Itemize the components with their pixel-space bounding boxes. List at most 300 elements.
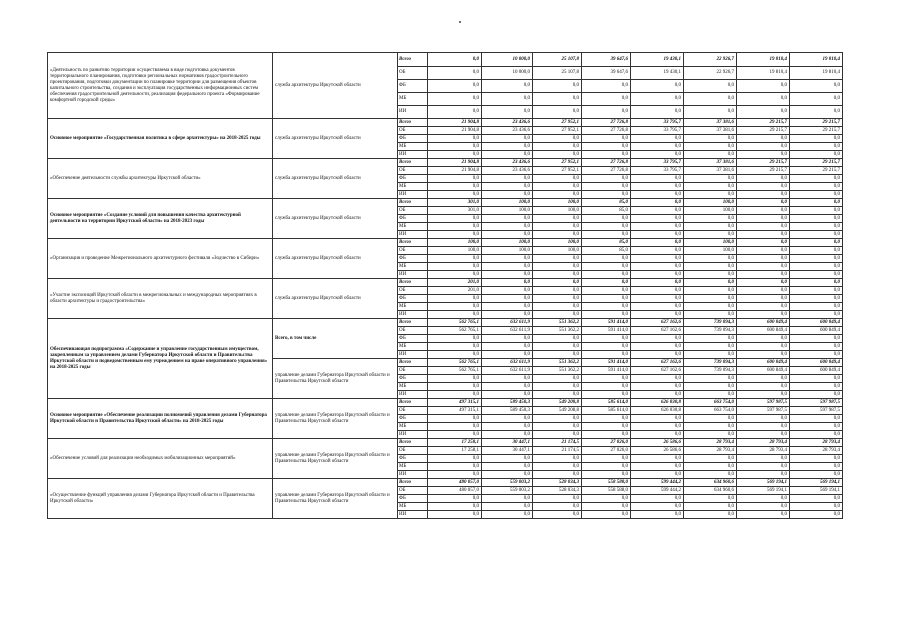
amount-cell: 30 447,1 xyxy=(482,447,533,455)
amount-cell: 589 450,3 xyxy=(482,399,533,407)
amount-cell: 100,0 xyxy=(684,247,737,255)
funding-source: ОБ xyxy=(398,167,428,175)
funding-source: Всего xyxy=(398,399,428,407)
amount-cell: 0,0 xyxy=(582,503,631,511)
amount-cell: 589 450,3 xyxy=(482,407,533,415)
amount-cell: 0,0 xyxy=(582,335,631,343)
amount-cell: 0,0 xyxy=(582,375,631,383)
amount-cell: 29 215,7 xyxy=(737,159,790,167)
amount-cell: 0,0 xyxy=(737,207,790,215)
table-row xyxy=(48,239,843,247)
amount-cell: 0,0 xyxy=(582,391,631,399)
amount-cell: 0,0 xyxy=(631,303,684,311)
amount-cell: 0,0 xyxy=(482,151,533,159)
amount-cell: 0,0 xyxy=(790,106,843,119)
amount-cell: 0,0 xyxy=(428,231,482,239)
amount-cell: 21 174,5 xyxy=(533,439,582,447)
amount-cell: 528 034,3 xyxy=(533,479,582,487)
amount-cell: 0,0 xyxy=(790,503,843,511)
funding-source: Всего xyxy=(398,279,428,287)
amount-cell: 0,0 xyxy=(482,311,533,319)
amount-cell: 0,0 xyxy=(428,455,482,463)
amount-cell: 26 586,6 xyxy=(631,447,684,455)
amount-cell: 0,0 xyxy=(790,80,843,93)
amount-cell: 0,0 xyxy=(790,311,843,319)
amount-cell: 562 765,1 xyxy=(428,359,482,367)
amount-cell: 0,0 xyxy=(737,351,790,359)
amount-cell: 0,0 xyxy=(631,183,684,191)
amount-cell: 0,0 xyxy=(428,503,482,511)
funding-source: ФБ xyxy=(398,135,428,143)
amount-cell: 569 194,1 xyxy=(790,487,843,495)
amount-cell: 0,0 xyxy=(582,183,631,191)
amount-cell: 0,0 xyxy=(631,455,684,463)
amount-cell: 23 436,6 xyxy=(482,167,533,175)
amount-cell: 0,0 xyxy=(533,215,582,223)
executor-cell: служба архитектуры Иркутской области xyxy=(273,53,398,119)
amount-cell: 600 849,4 xyxy=(737,327,790,335)
amount-cell: 0,0 xyxy=(631,463,684,471)
executor-cell: управление делами Губернатора Иркутской области и Правительства Иркутской области xyxy=(273,399,398,439)
funding-source: Всего xyxy=(398,239,428,247)
amount-cell: 0,0 xyxy=(737,135,790,143)
funding-source: ФБ xyxy=(398,255,428,263)
amount-cell: 551 362,2 xyxy=(533,319,582,327)
executor-cell: служба архитектуры Иркутской области xyxy=(273,199,398,239)
funding-source: ФБ xyxy=(398,295,428,303)
amount-cell: 569 194,1 xyxy=(737,479,790,487)
amount-cell: 0,0 xyxy=(533,279,582,287)
funding-source: МБ xyxy=(398,463,428,471)
amount-cell: 0,0 xyxy=(684,391,737,399)
amount-cell: 0,0 xyxy=(428,471,482,479)
amount-cell: 0,0 xyxy=(631,263,684,271)
amount-cell: 23 436,6 xyxy=(482,127,533,135)
amount-cell: 600 849,4 xyxy=(790,319,843,327)
amount-cell: 33 795,7 xyxy=(631,167,684,175)
amount-cell: 26 586,6 xyxy=(631,439,684,447)
amount-cell: 0,0 xyxy=(737,151,790,159)
amount-cell: 0,0 xyxy=(790,303,843,311)
amount-cell: 0,0 xyxy=(790,295,843,303)
amount-cell: 0,0 xyxy=(582,511,631,519)
table-row xyxy=(48,399,843,407)
amount-cell: 0,0 xyxy=(582,295,631,303)
amount-cell: 0,0 xyxy=(428,143,482,151)
amount-cell: 0,0 xyxy=(482,511,533,519)
measure-description: «Обеспечение деятельности службы архитектуры Иркутской области» xyxy=(48,159,273,199)
amount-cell: 0,0 xyxy=(790,255,843,263)
amount-cell: 22 926,7 xyxy=(684,67,737,80)
funding-source: МБ xyxy=(398,343,428,351)
amount-cell: 0,0 xyxy=(737,431,790,439)
table-row xyxy=(48,479,843,487)
amount-cell: 0,0 xyxy=(428,271,482,279)
amount-cell: 0,0 xyxy=(533,255,582,263)
funding-source: Всего xyxy=(398,439,428,447)
amount-cell: 100,0 xyxy=(482,207,533,215)
amount-cell: 0,0 xyxy=(631,93,684,106)
amount-cell: 0,0 xyxy=(684,93,737,106)
amount-cell: 0,0 xyxy=(631,343,684,351)
amount-cell: 0,0 xyxy=(482,375,533,383)
amount-cell: 100,0 xyxy=(533,239,582,247)
amount-cell: 0,0 xyxy=(482,423,533,431)
amount-cell: 0,0 xyxy=(737,495,790,503)
amount-cell: 27 726,8 xyxy=(582,167,631,175)
amount-cell: 29 215,7 xyxy=(737,167,790,175)
amount-cell: 28 793,4 xyxy=(790,439,843,447)
amount-cell: 663 754,0 xyxy=(684,407,737,415)
amount-cell: 100,0 xyxy=(684,199,737,207)
amount-cell: 0,0 xyxy=(684,223,737,231)
amount-cell: 27 726,8 xyxy=(582,119,631,127)
amount-cell: 37 381,6 xyxy=(684,159,737,167)
funding-source: МБ xyxy=(398,503,428,511)
amount-cell: 0,0 xyxy=(428,53,482,67)
amount-cell: 28 793,4 xyxy=(790,447,843,455)
funding-source: МБ xyxy=(398,223,428,231)
amount-cell: 0,0 xyxy=(790,135,843,143)
amount-cell: 0,0 xyxy=(428,263,482,271)
amount-cell: 0,0 xyxy=(684,415,737,423)
amount-cell: 0,0 xyxy=(428,295,482,303)
amount-cell: 0,0 xyxy=(631,215,684,223)
funding-source: ФБ xyxy=(398,215,428,223)
funding-source: ИИ xyxy=(398,311,428,319)
amount-cell: 0,0 xyxy=(790,143,843,151)
amount-cell: 0,0 xyxy=(533,503,582,511)
executor-cell: управление делами Губернатора Иркутской области и Правительства Иркутской области xyxy=(273,479,398,519)
amount-cell: 0,0 xyxy=(790,247,843,255)
amount-cell: 0,0 xyxy=(684,135,737,143)
amount-cell: 0,0 xyxy=(482,143,533,151)
amount-cell: 21 174,5 xyxy=(533,447,582,455)
amount-cell: 0,0 xyxy=(684,106,737,119)
amount-cell: 0,0 xyxy=(482,175,533,183)
measure-description: Основное мероприятие «Обеспечение реализации полномочий управления делами Губернатора Иркутской области и Правительства Иркутской области» на 2018-2025 годы xyxy=(48,399,273,439)
executor-cell: управление делами Губернатора Иркутской области и Правительства Иркутской области xyxy=(273,439,398,479)
amount-cell: 0,0 xyxy=(684,343,737,351)
amount-cell: 85,0 xyxy=(582,247,631,255)
amount-cell: 0,0 xyxy=(428,495,482,503)
funding-source: ИИ xyxy=(398,151,428,159)
amount-cell: 558 588,0 xyxy=(582,479,631,487)
amount-cell: 21 904,8 xyxy=(428,159,482,167)
amount-cell: 0,0 xyxy=(582,175,631,183)
amount-cell: 29 215,7 xyxy=(790,167,843,175)
amount-cell: 29 215,7 xyxy=(790,119,843,127)
funding-source: ФБ xyxy=(398,175,428,183)
amount-cell: 597 987,5 xyxy=(737,399,790,407)
amount-cell: 0,0 xyxy=(790,511,843,519)
amount-cell: 0,0 xyxy=(533,423,582,431)
amount-cell: 0,0 xyxy=(790,151,843,159)
amount-cell: 551 362,2 xyxy=(533,327,582,335)
amount-cell: 0,0 xyxy=(582,303,631,311)
amount-cell: 480 057,0 xyxy=(428,479,482,487)
amount-cell: 739 094,3 xyxy=(684,367,737,375)
amount-cell: 0,0 xyxy=(684,303,737,311)
amount-cell: 634 960,6 xyxy=(684,487,737,495)
table-row xyxy=(48,279,843,287)
amount-cell: 0,0 xyxy=(428,423,482,431)
amount-cell: 0,0 xyxy=(482,351,533,359)
funding-source: ФБ xyxy=(398,375,428,383)
amount-cell: 0,0 xyxy=(737,287,790,295)
amount-cell: 599 444,2 xyxy=(631,479,684,487)
amount-cell: 100,0 xyxy=(482,239,533,247)
amount-cell: 0,0 xyxy=(684,183,737,191)
amount-cell: 0,0 xyxy=(790,271,843,279)
funding-source: ОБ xyxy=(398,67,428,80)
amount-cell: 0,0 xyxy=(533,106,582,119)
amount-cell: 0,0 xyxy=(428,106,482,119)
amount-cell: 562 765,1 xyxy=(428,367,482,375)
amount-cell: 27 952,1 xyxy=(533,159,582,167)
amount-cell: 0,0 xyxy=(790,455,843,463)
amount-cell: 0,0 xyxy=(790,223,843,231)
amount-cell: 85,0 xyxy=(582,239,631,247)
amount-cell: 0,0 xyxy=(684,495,737,503)
amount-cell: 0,0 xyxy=(790,183,843,191)
amount-cell: 549 208,8 xyxy=(533,399,582,407)
amount-cell: 0,0 xyxy=(428,391,482,399)
amount-cell: 600 849,4 xyxy=(790,367,843,375)
funding-source: Всего xyxy=(398,359,428,367)
amount-cell: 0,0 xyxy=(428,415,482,423)
amount-cell: 0,0 xyxy=(631,175,684,183)
amount-cell: 0,0 xyxy=(533,391,582,399)
amount-cell: 0,0 xyxy=(737,263,790,271)
amount-cell: 27 952,1 xyxy=(533,127,582,135)
amount-cell: 0,0 xyxy=(631,391,684,399)
amount-cell: 0,0 xyxy=(582,106,631,119)
amount-cell: 0,0 xyxy=(737,503,790,511)
amount-cell: 0,0 xyxy=(684,215,737,223)
amount-cell: 0,0 xyxy=(428,351,482,359)
amount-cell: 0,0 xyxy=(428,463,482,471)
amount-cell: 0,0 xyxy=(533,183,582,191)
amount-cell: 0,0 xyxy=(582,231,631,239)
amount-cell: 551 362,2 xyxy=(533,359,582,367)
amount-cell: 27 726,8 xyxy=(582,127,631,135)
amount-cell: 663 754,0 xyxy=(684,399,737,407)
amount-cell: 0,0 xyxy=(737,255,790,263)
funding-source: ОБ xyxy=(398,287,428,295)
measure-description: «Обеспечение условий для реализации необходимых мобилизационных мероприятий» xyxy=(48,439,273,479)
amount-cell: 33 795,7 xyxy=(631,127,684,135)
amount-cell: 0,0 xyxy=(482,106,533,119)
amount-cell: 0,0 xyxy=(684,471,737,479)
amount-cell: 626 030,8 xyxy=(631,399,684,407)
funding-source: Всего xyxy=(398,199,428,207)
amount-cell: 0,0 xyxy=(582,415,631,423)
amount-cell: 85,0 xyxy=(582,199,631,207)
amount-cell: 0,0 xyxy=(737,511,790,519)
amount-cell: 0,0 xyxy=(684,503,737,511)
amount-cell: 0,0 xyxy=(737,223,790,231)
amount-cell: 27 952,1 xyxy=(533,167,582,175)
amount-cell: 0,0 xyxy=(737,455,790,463)
amount-cell: 0,0 xyxy=(684,423,737,431)
amount-cell: 0,0 xyxy=(582,351,631,359)
amount-cell: 0,0 xyxy=(631,151,684,159)
amount-cell: 0,0 xyxy=(631,511,684,519)
measure-description: Основное мероприятие «Государственная политика в сфере архитектуры» на 2018-2025 годы xyxy=(48,119,273,159)
amount-cell: 0,0 xyxy=(582,80,631,93)
amount-cell: 0,0 xyxy=(533,383,582,391)
amount-cell: 39 647,6 xyxy=(582,67,631,80)
amount-cell: 0,0 xyxy=(684,279,737,287)
amount-cell: 0,0 xyxy=(684,511,737,519)
amount-cell: 100,0 xyxy=(684,207,737,215)
amount-cell: 28 793,4 xyxy=(684,447,737,455)
amount-cell: 600 849,4 xyxy=(737,367,790,375)
budget-table-page xyxy=(47,52,842,519)
amount-cell: 0,0 xyxy=(737,231,790,239)
amount-cell: 27 026,0 xyxy=(582,439,631,447)
amount-cell: 626 030,8 xyxy=(631,407,684,415)
amount-cell: 0,0 xyxy=(428,255,482,263)
amount-cell: 0,0 xyxy=(482,183,533,191)
amount-cell: 0,0 xyxy=(737,295,790,303)
amount-cell: 10 000,0 xyxy=(482,53,533,67)
amount-cell: 497 315,1 xyxy=(428,399,482,407)
amount-cell: 0,0 xyxy=(428,511,482,519)
amount-cell: 0,0 xyxy=(428,183,482,191)
amount-cell: 0,0 xyxy=(582,343,631,351)
amount-cell: 0,0 xyxy=(684,255,737,263)
amount-cell: 0,0 xyxy=(631,423,684,431)
amount-cell: 0,0 xyxy=(533,343,582,351)
funding-source: ОБ xyxy=(398,247,428,255)
amount-cell: 0,0 xyxy=(482,223,533,231)
amount-cell: 0,0 xyxy=(790,471,843,479)
amount-cell: 0,0 xyxy=(582,263,631,271)
funding-source: МБ xyxy=(398,183,428,191)
amount-cell: 0,0 xyxy=(482,463,533,471)
amount-cell: 0,0 xyxy=(737,215,790,223)
amount-cell: 0,0 xyxy=(790,463,843,471)
amount-cell: 0,0 xyxy=(684,231,737,239)
amount-cell: 0,0 xyxy=(684,463,737,471)
amount-cell: 100,0 xyxy=(533,247,582,255)
amount-cell: 739 094,3 xyxy=(684,327,737,335)
amount-cell: 585 614,0 xyxy=(582,399,631,407)
amount-cell: 0,0 xyxy=(533,287,582,295)
amount-cell: 0,0 xyxy=(684,151,737,159)
funding-source: ФБ xyxy=(398,455,428,463)
amount-cell: 37 381,6 xyxy=(684,119,737,127)
amount-cell: 0,0 xyxy=(737,279,790,287)
funding-source: ОБ xyxy=(398,207,428,215)
amount-cell: 0,0 xyxy=(684,80,737,93)
amount-cell: 301,0 xyxy=(428,207,482,215)
amount-cell: 23 436,6 xyxy=(482,159,533,167)
amount-cell: 558 588,0 xyxy=(582,487,631,495)
amount-cell: 0,0 xyxy=(582,279,631,287)
funding-source: ИИ xyxy=(398,351,428,359)
amount-cell: 600 849,4 xyxy=(790,359,843,367)
amount-cell: 0,0 xyxy=(737,183,790,191)
amount-cell: 0,0 xyxy=(790,279,843,287)
funding-source: МБ xyxy=(398,303,428,311)
amount-cell: 0,0 xyxy=(684,351,737,359)
amount-cell: 0,0 xyxy=(790,215,843,223)
amount-cell: 23 436,6 xyxy=(482,119,533,127)
amount-cell: 0,0 xyxy=(533,415,582,423)
amount-cell: 0,0 xyxy=(737,143,790,151)
amount-cell: 0,0 xyxy=(631,106,684,119)
funding-source: МБ xyxy=(398,383,428,391)
amount-cell: 0,0 xyxy=(631,383,684,391)
amount-cell: 0,0 xyxy=(428,223,482,231)
amount-cell: 0,0 xyxy=(684,143,737,151)
amount-cell: 0,0 xyxy=(482,295,533,303)
amount-cell: 0,0 xyxy=(790,375,843,383)
amount-cell: 28 793,4 xyxy=(737,439,790,447)
amount-cell: 0,0 xyxy=(582,455,631,463)
amount-cell: 597 987,5 xyxy=(737,407,790,415)
amount-cell: 30 447,1 xyxy=(482,439,533,447)
amount-cell: 0,0 xyxy=(482,455,533,463)
amount-cell: 0,0 xyxy=(428,335,482,343)
amount-cell: 0,0 xyxy=(790,431,843,439)
amount-cell: 0,0 xyxy=(582,271,631,279)
amount-cell: 0,0 xyxy=(533,495,582,503)
amount-cell: 27 026,0 xyxy=(582,447,631,455)
amount-cell: 0,0 xyxy=(684,335,737,343)
funding-source: Всего xyxy=(398,479,428,487)
amount-cell: 27 952,1 xyxy=(533,119,582,127)
funding-source: ОБ xyxy=(398,127,428,135)
amount-cell: 0,0 xyxy=(533,463,582,471)
amount-cell: 559 003,2 xyxy=(482,487,533,495)
amount-cell: 19 430,1 xyxy=(631,67,684,80)
executor-cell: служба архитектуры Иркутской области xyxy=(273,279,398,319)
amount-cell: 0,0 xyxy=(631,495,684,503)
amount-cell: 0,0 xyxy=(631,199,684,207)
amount-cell: 29 215,7 xyxy=(737,127,790,135)
amount-cell: 0,0 xyxy=(428,343,482,351)
amount-cell: 0,0 xyxy=(790,495,843,503)
measure-description: Обеспечивающая подпрограмма «Содержание и управление государственным имуществом, закрепленным за управлением делами Губернатора Иркутской области и Правительства Иркутской области и подведомственным ему учреждением на праве оперативного управления» на 2018-2025 годы xyxy=(48,319,273,399)
amount-cell: 0,0 xyxy=(790,335,843,343)
funding-source: ОБ xyxy=(398,327,428,335)
scan-speck xyxy=(459,21,461,23)
amount-cell: 0,0 xyxy=(790,391,843,399)
amount-cell: 0,0 xyxy=(790,287,843,295)
amount-cell: 627 162,6 xyxy=(631,319,684,327)
amount-cell: 0,0 xyxy=(533,455,582,463)
amount-cell: 0,0 xyxy=(582,463,631,471)
amount-cell: 0,0 xyxy=(684,175,737,183)
amount-cell: 569 194,1 xyxy=(737,487,790,495)
amount-cell: 0,0 xyxy=(533,151,582,159)
amount-cell: 0,0 xyxy=(428,431,482,439)
amount-cell: 21 904,8 xyxy=(428,127,482,135)
amount-cell: 0,0 xyxy=(737,463,790,471)
amount-cell: 0,0 xyxy=(533,375,582,383)
amount-cell: 0,0 xyxy=(533,311,582,319)
amount-cell: 0,0 xyxy=(582,423,631,431)
amount-cell: 100,0 xyxy=(428,239,482,247)
amount-cell: 0,0 xyxy=(737,247,790,255)
funding-source: ФБ xyxy=(398,415,428,423)
amount-cell: 29 215,7 xyxy=(790,159,843,167)
funding-source: ИИ xyxy=(398,471,428,479)
